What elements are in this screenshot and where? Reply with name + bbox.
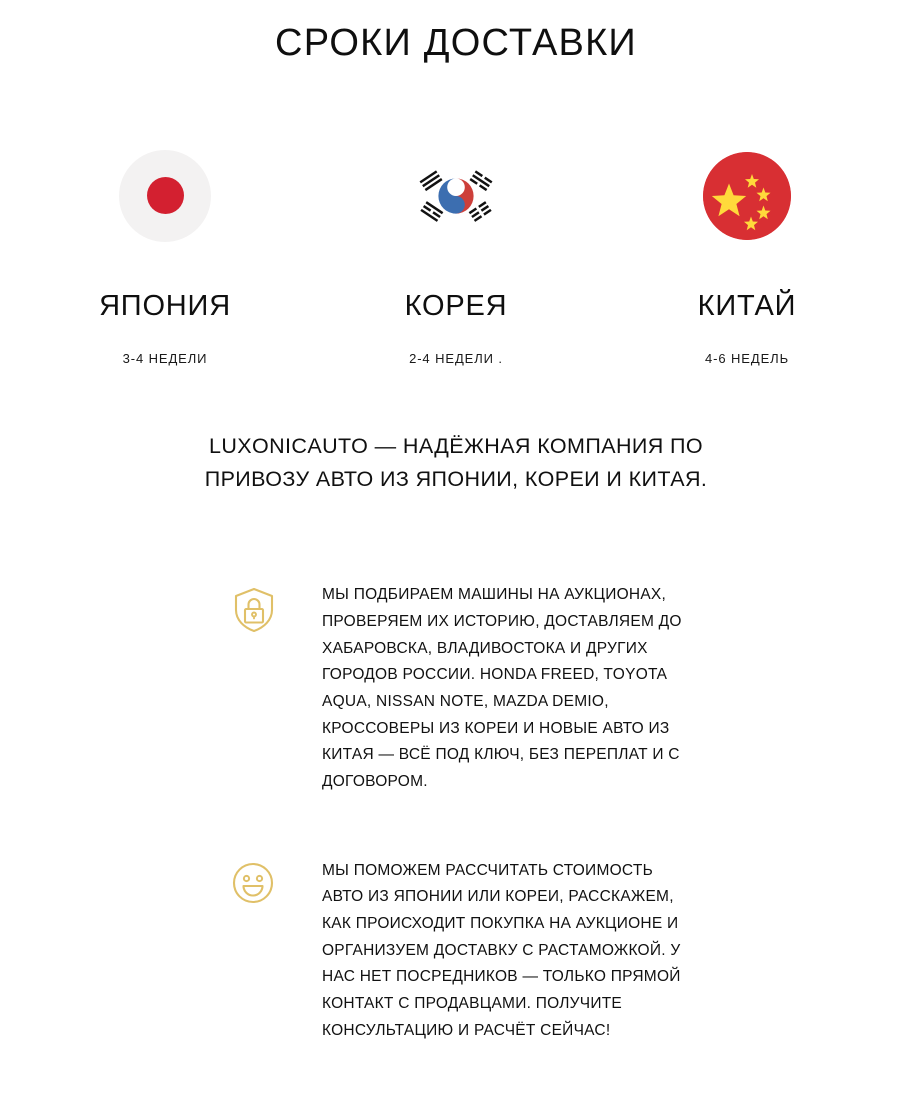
delivery-time-china: 4-6 НЕДЕЛЬ <box>705 350 789 366</box>
japan-sun-circle <box>147 177 184 214</box>
delivery-time-korea: 2-4 НЕДЕЛИ . <box>409 350 503 366</box>
company-tagline: LUXONICAUTO — НАДЁЖНАЯ КОМПАНИЯ ПО ПРИВОЗУ АВТО ИЗ ЯПОНИИ, КОРЕИ И КИТАЯ. <box>204 433 708 492</box>
shield-lock-icon <box>232 582 284 634</box>
china-flag-svg <box>703 152 791 240</box>
south-korea-flag-icon <box>412 163 500 229</box>
flag-slot-china <box>703 144 791 248</box>
korea-flag-svg <box>412 163 500 229</box>
smiley-face-icon <box>232 858 284 910</box>
flag-slot-korea <box>412 144 500 248</box>
china-flag-icon <box>703 152 791 240</box>
country-name-china: КИТАЙ <box>697 289 797 322</box>
flag-slot-japan <box>119 144 211 248</box>
delivery-time-japan: 3-4 НЕДЕЛИ <box>122 350 208 366</box>
page-title: СРОКИ ДОСТАВКИ <box>275 22 637 64</box>
shield-lock-svg <box>232 586 276 634</box>
country-name-korea: КОРЕЯ <box>404 289 508 322</box>
feature-text-services: МЫ ПОДБИРАЕМ МАШИНЫ НА АУКЦИОНАХ, ПРОВЕРЯЕМ ИХ ИСТОРИЮ, ДОСТАВЛЯЕМ ДО ХАБАРОВСКА, ВЛАДИВОСТОКА И ДРУГИХ ГОРОДОВ РОССИИ. HONDA FREED, TOYOTA AQUA, NISSAN NOTE, MAZDA DEMIO, КРОССОВЕРЫ ИЗ КОРЕИ И НОВЫЕ АВТО ИЗ КИТАЯ — ВСЁ ПОД КЛЮЧ, БЕЗ ПЕРЕПЛАТ И С ДОГОВОРОМ. <box>322 586 682 791</box>
country-card-japan <box>40 144 290 366</box>
feature-text-consultation: МЫ ПОМОЖЕМ РАССЧИТАТЬ СТОИМОСТЬ АВТО ИЗ ЯПОНИИ ИЛИ КОРЕИ, РАССКАЖЕМ, КАК ПРОИСХОДИТ ПОКУПКА НА АУКЦИОНЕ И ОРГАНИЗУЕМ ДОСТАВКУ С РАСТАМОЖКОЙ. У НАС НЕТ ПОСРЕДНИКОВ — ТОЛЬКО ПРЯМОЙ КОНТАКТ С ПРОДАВЦАМИ. ПОЛУЧИТЕ КОНСУЛЬТАЦИЮ И РАСЧЁТ СЕЙЧАС! <box>322 861 681 1039</box>
japan-flag-icon <box>119 150 211 242</box>
country-card-korea <box>331 144 581 366</box>
feature-item-consultation <box>232 858 912 1045</box>
country-name-japan: ЯПОНИЯ <box>99 289 231 322</box>
smiley-face-svg <box>232 862 274 904</box>
countries-row <box>0 144 912 366</box>
feature-item-services <box>232 582 912 795</box>
country-card-china <box>622 144 872 366</box>
features-list <box>0 582 912 1044</box>
